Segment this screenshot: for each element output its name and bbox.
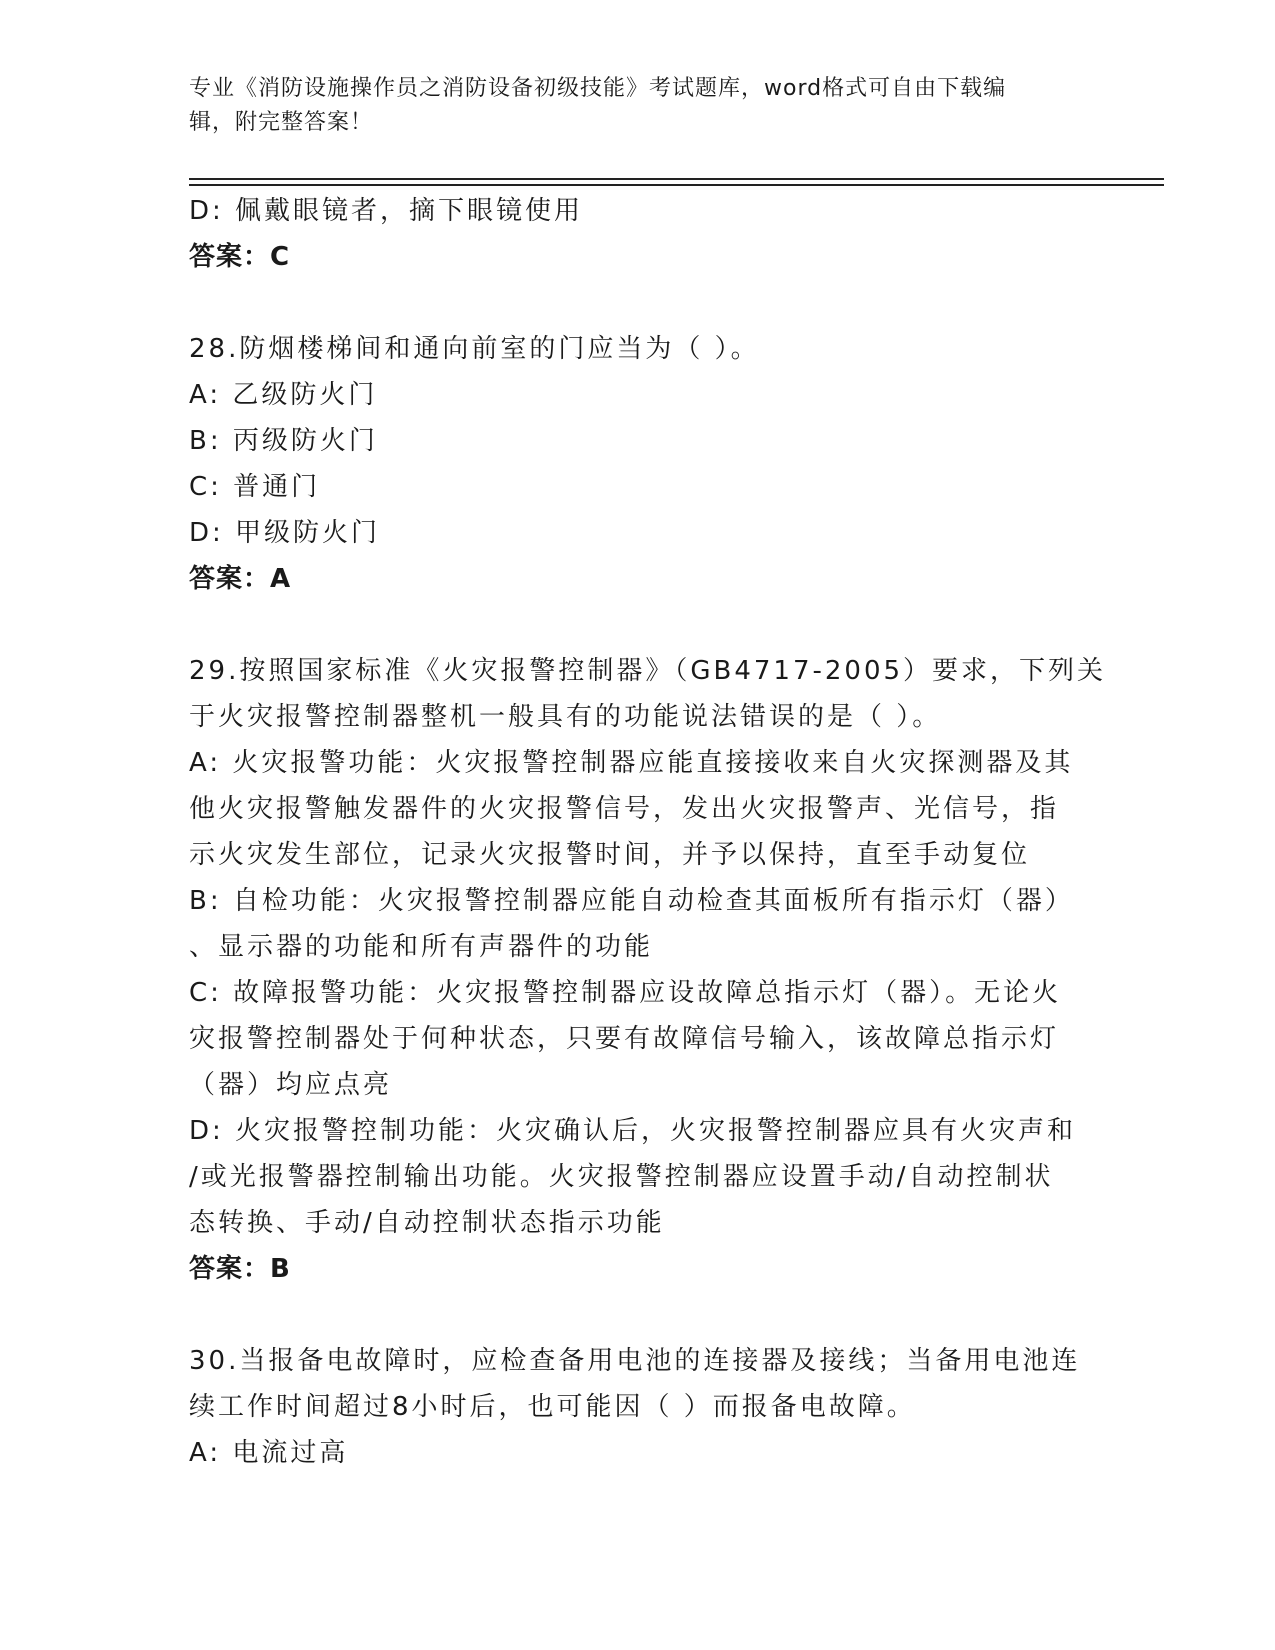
option-a-line-1: A: 火灾报警功能：火灾报警控制器应能直接接收来自火灾探测器及其 xyxy=(189,748,1074,778)
header-divider-top xyxy=(189,178,1164,180)
question-content xyxy=(189,188,1107,1476)
option-a: A: 电流过高 xyxy=(189,1438,349,1468)
option-c-line-3: （器）均应点亮 xyxy=(189,1070,393,1100)
question-27-tail xyxy=(189,188,1079,280)
option-a-line-3: 示火灾发生部位，记录火灾报警时间，并予以保持，直至手动复位 xyxy=(189,840,1031,870)
header-divider-bottom xyxy=(189,184,1164,186)
option-d-line-3: 态转换、手动/自动控制状态指示功能 xyxy=(189,1208,665,1238)
question-29 xyxy=(189,648,1107,1292)
option-d-line-2: /或光报警器控制输出功能。火灾报警控制器应设置手动/自动控制状 xyxy=(189,1162,1054,1192)
page-header xyxy=(189,72,1089,140)
option-a-line-2: 他火灾报警触发器件的火灾报警信号，发出火灾报警声、光信号，指 xyxy=(189,794,1060,824)
option-d: D: 佩戴眼镜者，摘下眼镜使用 xyxy=(189,196,584,226)
spacer xyxy=(189,1292,1079,1338)
answer: 答案：B xyxy=(189,1254,291,1284)
option-b: B: 丙级防火门 xyxy=(189,426,378,456)
option-c-line-2: 灾报警控制器处于何种状态，只要有故障信号输入，该故障总指示灯 xyxy=(189,1024,1060,1054)
question-stem-line-1: 29.按照国家标准《火灾报警控制器》（GB4717-2005）要求，下列关 xyxy=(189,656,1107,686)
option-d-line-1: D: 火灾报警控制功能：火灾确认后，火灾报警控制器应具有火灾声和 xyxy=(189,1116,1077,1146)
header-line-1: 专业《消防设施操作员之消防设备初级技能》考试题库，word格式可自由下载编 xyxy=(189,76,1007,101)
option-c-line-1: C: 故障报警功能：火灾报警控制器应设故障总指示灯（器）。无论火 xyxy=(189,978,1062,1008)
answer: 答案：A xyxy=(189,564,292,594)
option-a: A: 乙级防火门 xyxy=(189,380,378,410)
header-line-2: 辑，附完整答案！ xyxy=(189,110,374,135)
question-stem-line-2: 续工作时间超过8小时后，也可能因（ ）而报备电故障。 xyxy=(189,1392,916,1422)
spacer xyxy=(189,280,1079,326)
question-30 xyxy=(189,1338,1079,1476)
answer: 答案：C xyxy=(189,242,291,272)
question-stem-line-2: 于火灾报警控制器整机一般具有的功能说法错误的是（ ）。 xyxy=(189,702,942,732)
question-28 xyxy=(189,326,1079,602)
option-c: C: 普通门 xyxy=(189,472,321,502)
option-b-line-1: B: 自检功能：火灾报警控制器应能自动检查其面板所有指示灯（器） xyxy=(189,886,1074,916)
question-stem: 28.防烟楼梯间和通向前室的门应当为（ ）。 xyxy=(189,334,760,364)
option-b-line-2: 、显示器的功能和所有声器件的功能 xyxy=(189,932,654,962)
spacer xyxy=(189,602,1079,648)
question-stem-line-1: 30.当报备电故障时，应检查备用电池的连接器及接线；当备用电池连 xyxy=(189,1346,1081,1376)
option-d: D: 甲级防火门 xyxy=(189,518,381,548)
